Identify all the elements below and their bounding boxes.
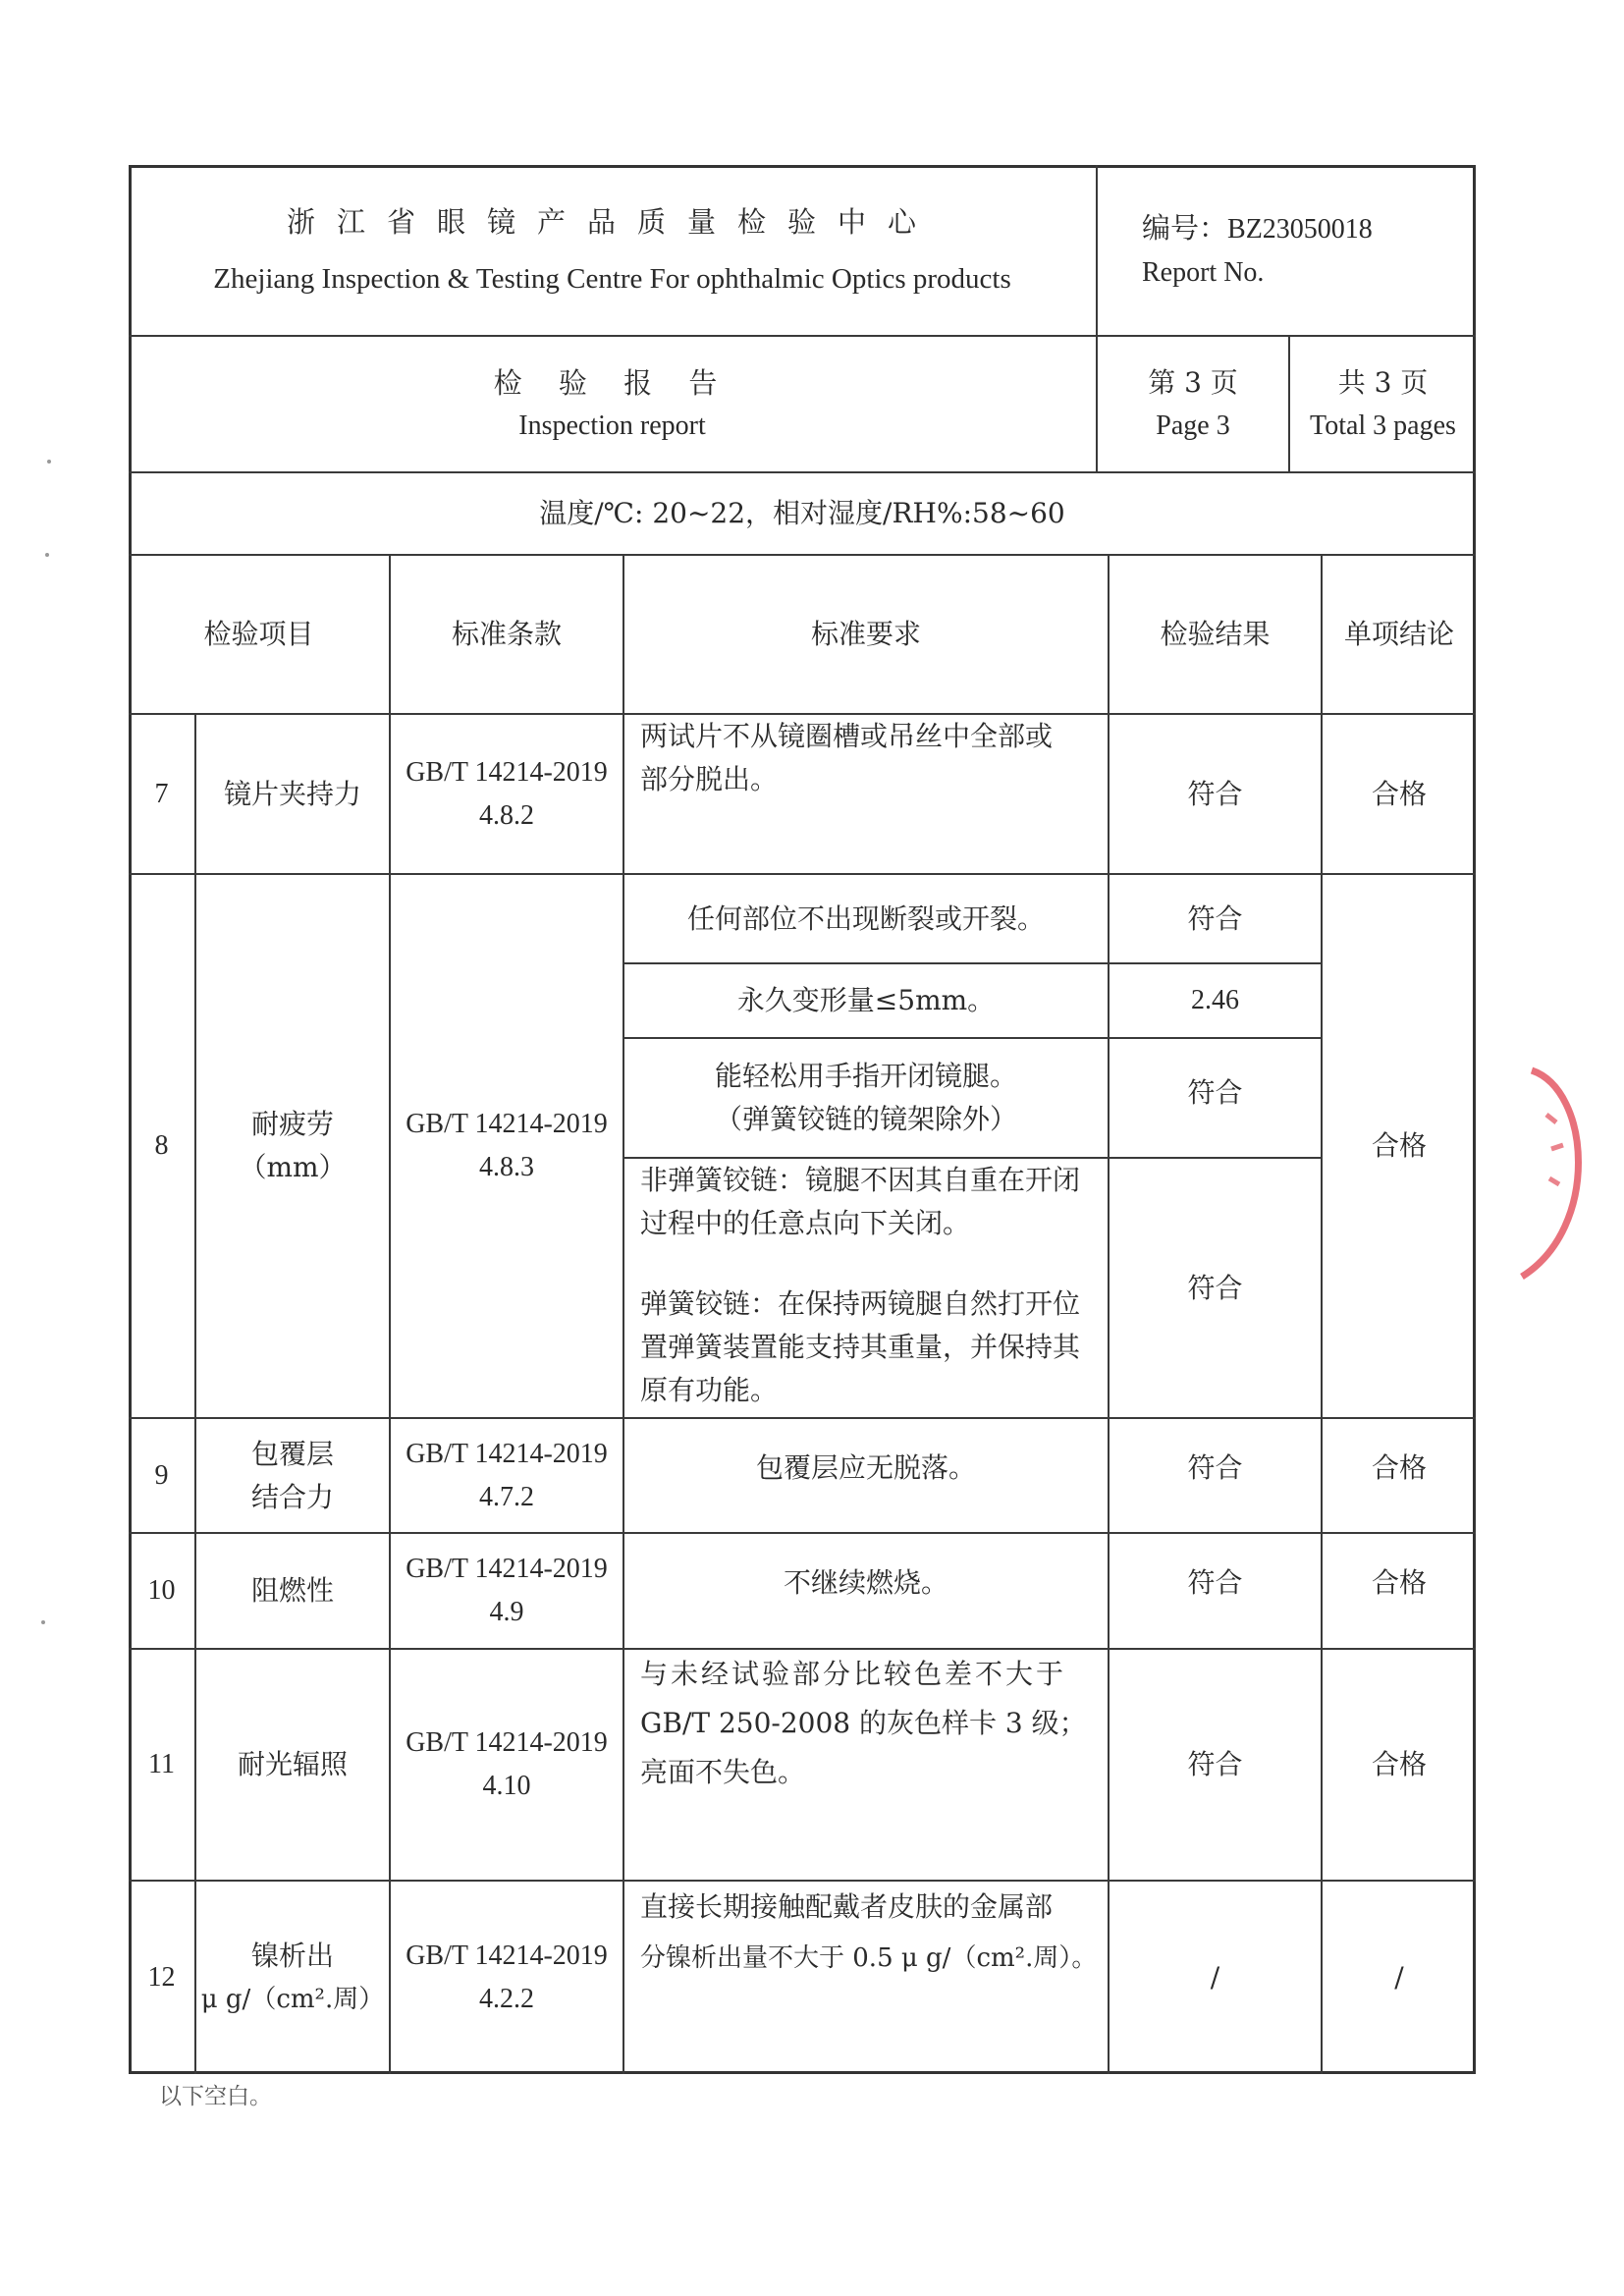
- row-item: 耐光辐照: [237, 1748, 348, 1780]
- requirement-line: 分镍析出量不大于 0.5 μ g/（cm².周）。: [640, 1943, 1098, 1973]
- requirement-line: 与未经试验部分比较色差不大于: [640, 1658, 1067, 1690]
- row-clause: [391, 1650, 623, 1880]
- row-conclusion: 合格: [1371, 777, 1427, 810]
- report-number: [1098, 165, 1476, 335]
- item-name-line2: 结合力: [250, 1480, 334, 1513]
- row-number: 7: [154, 778, 169, 809]
- scan-speck: [45, 553, 49, 557]
- row-result: 符合: [1187, 777, 1243, 810]
- item-unit: μ g/（cm².周）: [200, 1985, 385, 2014]
- requirement-line: GB/T 250-2008 的灰色样卡 3 级；: [640, 1707, 1087, 1739]
- item-unit: （mm）: [239, 1151, 347, 1183]
- row-clause: [391, 1534, 623, 1648]
- row-result: 符合: [1187, 1451, 1243, 1484]
- col-header-conclusion: 单项结论: [1343, 618, 1454, 650]
- sub-result: 2.46: [1191, 985, 1239, 1015]
- sub-result: 符合: [1187, 902, 1243, 935]
- col-header-requirement: 标准要求: [810, 618, 921, 650]
- row-result: /: [1210, 1961, 1220, 1994]
- total-pages: [1290, 337, 1476, 471]
- requirement-line: 置弹簧装置能支持其重量，并保持其: [640, 1331, 1081, 1363]
- row-result: 符合: [1187, 1566, 1243, 1599]
- row-item: [196, 1882, 389, 2074]
- col-header-item: 检验项目: [203, 618, 314, 650]
- requirement-line: （弹簧铰链的镜架除外）: [714, 1103, 1017, 1135]
- scan-speck: [47, 460, 51, 464]
- org-name-cn: 浙江省眼镜产品质量检验中心: [286, 204, 938, 239]
- stamp-seal-icon: [1492, 1061, 1624, 1296]
- row-number: 8: [154, 1130, 169, 1161]
- row-requirement: [624, 1650, 1108, 1880]
- sub-requirement: [624, 1159, 1108, 1417]
- clause-standard: GB/T 14214-2019: [406, 1109, 608, 1139]
- col-header-result: 检验结果: [1160, 618, 1271, 650]
- clause-section: 4.8.2: [479, 799, 534, 831]
- row-requirement: 包覆层应无脱落。: [755, 1451, 976, 1484]
- row-item: 镜片夹持力: [223, 777, 361, 810]
- requirement-line: 直接长期接触配戴者皮肤的金属部: [640, 1890, 1054, 1923]
- row-conclusion: 合格: [1371, 1748, 1427, 1780]
- clause-standard: GB/T 14214-2019: [406, 756, 608, 788]
- row-clause: [391, 1882, 623, 2074]
- page-number: [1098, 337, 1288, 471]
- report-number-label-en: Report No.: [1142, 256, 1265, 288]
- org-name: [129, 165, 1096, 335]
- item-name: 耐疲劳: [250, 1108, 334, 1140]
- sub-result: 符合: [1187, 1271, 1243, 1304]
- test-conditions: 温度/℃: 20~22，相对湿度/RH%:58~60: [539, 497, 1065, 529]
- requirement-line: 非弹簧铰链：镜腿不因其自重在开闭: [640, 1164, 1081, 1196]
- requirement-line: 能轻松用手指开闭镜腿。: [714, 1060, 1017, 1092]
- total-pages-cn: 共 3 页: [1337, 365, 1429, 399]
- row-clause: [391, 715, 623, 873]
- row-requirement: [624, 715, 1108, 873]
- item-name: 包覆层: [250, 1437, 334, 1470]
- row-number: 9: [154, 1459, 169, 1491]
- row-requirement: [624, 1882, 1108, 2074]
- row-item: 阻燃性: [250, 1574, 334, 1607]
- clause-section: 4.10: [482, 1771, 531, 1801]
- requirement-line: 弹簧铰链：在保持两镜腿自然打开位: [640, 1287, 1081, 1320]
- row-clause: [391, 875, 623, 1417]
- row-conclusion: /: [1394, 1961, 1404, 1994]
- clause-section: 4.8.3: [479, 1152, 534, 1182]
- row-number: 12: [147, 1962, 176, 1993]
- row-number: 10: [147, 1575, 176, 1606]
- clause-section: 4.9: [489, 1597, 524, 1627]
- end-of-report-note: 以下空白。: [159, 2084, 272, 2109]
- total-pages-en: Total 3 pages: [1310, 410, 1456, 441]
- row-conclusion: 合格: [1371, 1451, 1427, 1484]
- sub-requirement: 永久变形量≤5mm。: [736, 984, 996, 1016]
- org-name-en: Zhejiang Inspection & Testing Centre For ophthalmic Optics products: [213, 262, 1011, 295]
- page-number-cn: 第 3 页: [1148, 365, 1238, 399]
- report-title: [129, 337, 1096, 471]
- row-number: 11: [148, 1749, 175, 1779]
- requirement-line: 亮面不失色。: [640, 1756, 806, 1788]
- row-conclusion: 合格: [1371, 1566, 1427, 1599]
- row-conclusion: 合格: [1371, 1129, 1427, 1162]
- sub-requirement: 任何部位不出现断裂或开裂。: [686, 902, 1045, 935]
- report-number-line: [1142, 206, 1373, 251]
- report-title-cn: 检 验 报 告: [493, 365, 731, 400]
- clause-standard: GB/T 14214-2019: [406, 1727, 608, 1758]
- row-item: [196, 875, 389, 1417]
- col-header-clause: 标准条款: [451, 618, 562, 650]
- clause-standard: GB/T 14214-2019: [406, 1438, 608, 1469]
- row-item: [196, 1419, 389, 1532]
- clause-section: 4.7.2: [479, 1481, 534, 1512]
- requirement-line: 两试片不从镜圈槽或吊丝中全部或: [640, 720, 1054, 752]
- clause-standard: GB/T 14214-2019: [406, 1554, 608, 1584]
- sub-result: 符合: [1187, 1076, 1243, 1109]
- requirement-line: 部分脱出。: [640, 763, 779, 795]
- row-clause: [391, 1419, 623, 1532]
- report-number-value: BZ23050018: [1227, 213, 1373, 245]
- report-title-en: Inspection report: [518, 410, 706, 441]
- item-name: 镍析出: [250, 1940, 334, 1972]
- scan-speck: [41, 1620, 45, 1624]
- requirement-line: 过程中的任意点向下关闭。: [640, 1207, 971, 1239]
- sub-requirement: [624, 1039, 1108, 1157]
- row-result: 符合: [1187, 1748, 1243, 1780]
- row-requirement: 不继续燃烧。: [783, 1566, 948, 1599]
- clause-section: 4.2.2: [479, 1984, 534, 2014]
- report-number-label-cn: 编号：: [1142, 210, 1228, 245]
- page-number-en: Page 3: [1156, 410, 1230, 441]
- clause-standard: GB/T 14214-2019: [406, 1941, 608, 1971]
- requirement-line: 原有功能。: [640, 1374, 779, 1406]
